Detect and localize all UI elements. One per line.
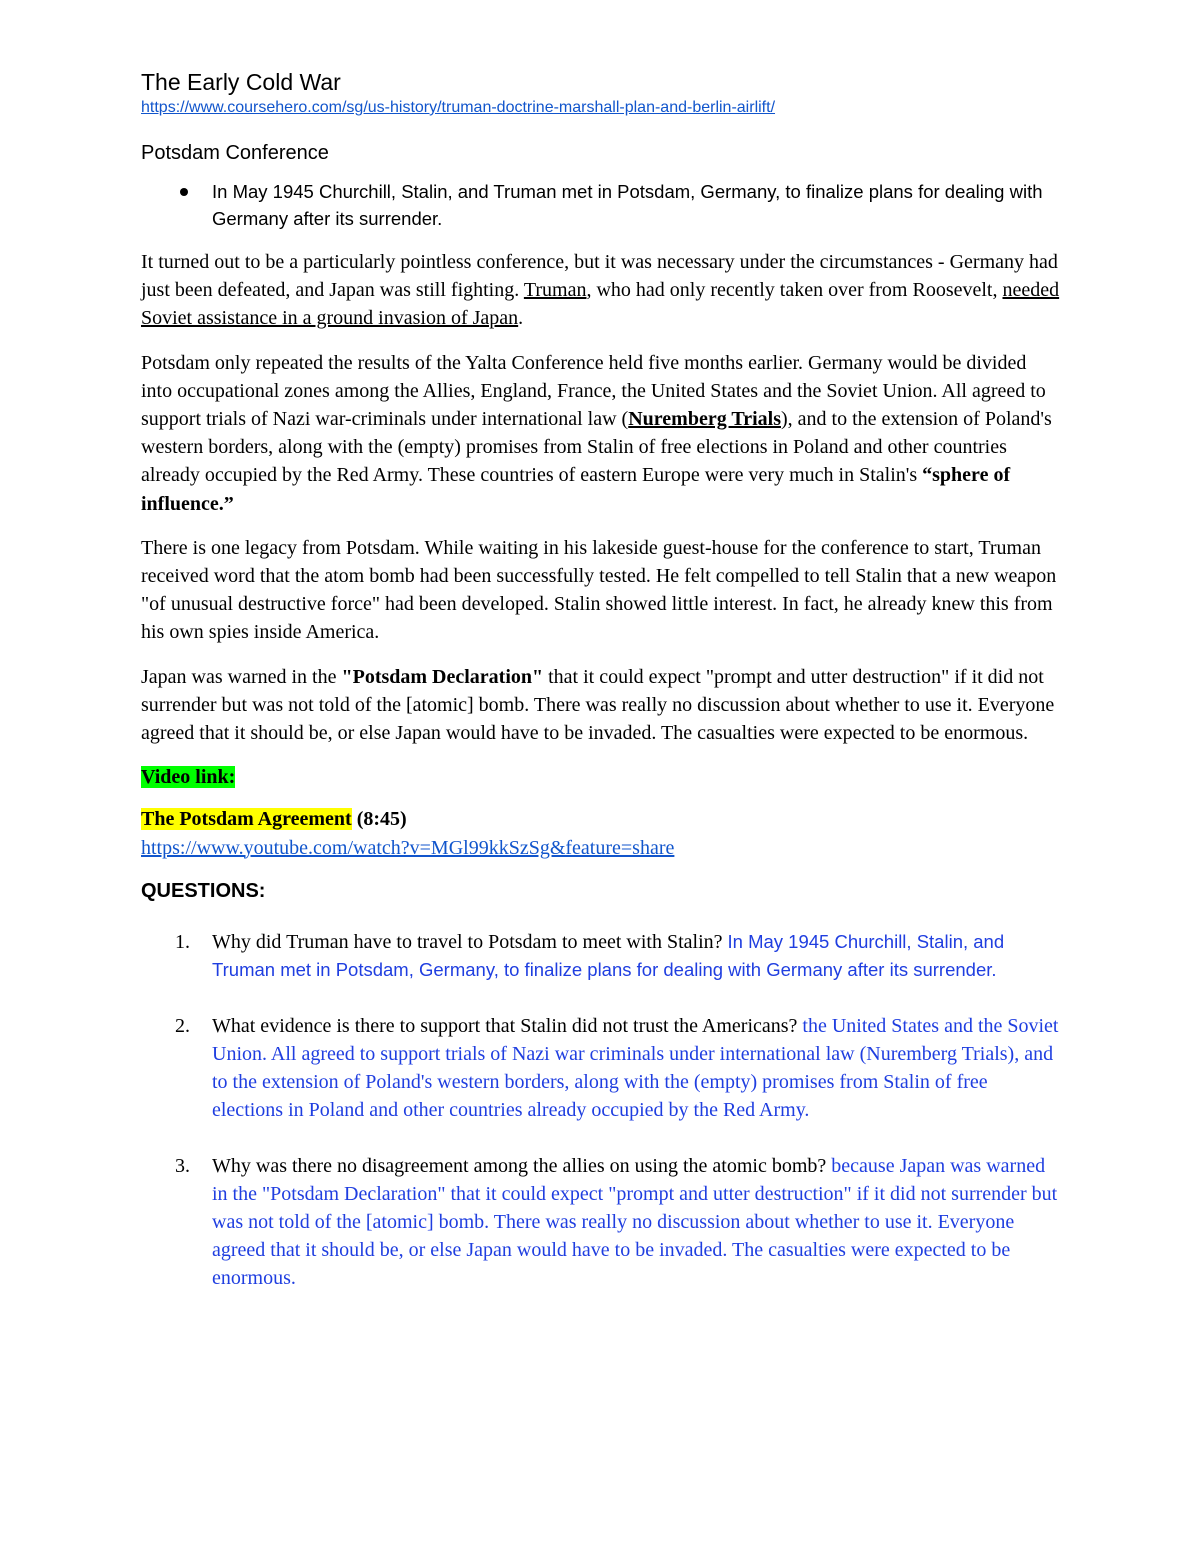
p4-text-b: that it could expect "prompt and utter destruction" if it did not surrender but was not told of the [atomic] bomb. There was really no discussion about whether to use it. Everyone agreed that it should be, or else Japan would have to be invaded. The casualties were expected to be enormous.	[141, 665, 1055, 745]
bullet-list	[141, 178, 1061, 232]
p1-truman: Truman	[523, 279, 587, 302]
p1-text-c: .	[518, 307, 524, 330]
p2-nuremberg-trials: Nuremberg Trials	[628, 408, 781, 431]
section-heading: Potsdam Conference	[141, 142, 329, 164]
question-item	[141, 1152, 1061, 1292]
questions-list	[141, 928, 1061, 1292]
document-page	[141, 68, 1061, 1320]
paragraph-2	[141, 349, 1061, 518]
source-link[interactable]: https://www.coursehero.com/sg/us-history/truman-doctrine-marshall-plan-and-berlin-airlift/	[141, 99, 776, 116]
answer-text: the United States and the Soviet Union. All agreed to support trials of Nazi war criminals under international law (Nuremberg Trials), and to the extension of Poland's western borders, along with the (empty) promises from Stalin of free elections in Poland and other countries already occupied by the Red Army.	[212, 1014, 1059, 1121]
video-duration: (8:45)	[351, 808, 407, 831]
p1-text-b: , who had only recently taken over from Roosevelt,	[586, 279, 1003, 302]
answer-text: because Japan was warned in the "Potsdam Declaration" that it could expect "prompt and utter destruction" if it did not surrender but was not told of the [atomic] bomb. There was really no discussion about whether to use it. Everyone agreed that it should be, or else Japan would have to be invaded. The casualties were expected to be enormous.	[212, 1154, 1058, 1289]
video-link[interactable]: https://www.youtube.com/watch?v=MGl99kkSzSg&feature=share	[141, 836, 675, 859]
bullet-text: In May 1945 Churchill, Stalin, and Truman met in Potsdam, Germany, to finalize plans for dealing with Germany after its surrender.	[212, 181, 1043, 229]
p4-text-a: Japan was warned in the	[141, 665, 342, 688]
answer-text: In May 1945 Churchill, Stalin, and Truman met in Potsdam, Germany, to finalize plans for dealing with Germany after its surrender.	[212, 930, 1005, 980]
question-text: Why was there no disagreement among the allies on using the atomic bomb?	[212, 1154, 832, 1177]
p4-potsdam-declaration: "Potsdam Declaration"	[341, 665, 544, 688]
paragraph-1	[141, 248, 1061, 333]
question-text: Why did Truman have to travel to Potsdam to meet with Stalin?	[212, 930, 728, 953]
bullet-item	[141, 178, 1061, 232]
bullet-dot-icon	[180, 188, 188, 196]
p2-sphere-of-influence: “sphere of influence.”	[141, 464, 1011, 515]
question-text: What evidence is there to support that Stalin did not trust the Americans?	[212, 1014, 803, 1037]
question-item	[141, 928, 1061, 984]
question-number: 3.	[175, 1154, 190, 1177]
paragraph-4	[141, 663, 1061, 748]
video-title: The Potsdam Agreement	[141, 808, 352, 831]
video-label-line	[141, 763, 1061, 791]
p2-text-b: ), and to the extension of Poland's western borders, along with the (empty) promises from Stalin of free elections in Poland and other countries already occupied by the Red Army. These countries of eastern Europe were very much in Stalin's	[141, 408, 1052, 487]
paragraph-3: There is one legacy from Potsdam. While waiting in his lakeside guest-house for the conference to start, Truman received word that the atom bomb had been successfully tested. He felt compelled to tell Stalin that a new weapon "of unusual destructive force" had been developed. Stalin showed little interest. In fact, he already knew this from his own spies inside America.	[141, 536, 1057, 644]
p2-text-a: Potsdam only repeated the results of the Yalta Conference held five months earlier. Germany would be divided into occupational zones among the Allies, England, France, the United States and the Soviet Union. All agreed to support trials of Nazi war-criminals under international law (	[141, 351, 1046, 431]
question-item	[141, 1012, 1061, 1124]
question-number: 2.	[175, 1014, 190, 1037]
video-label: Video link:	[141, 766, 236, 789]
p1-needed-assistance: needed Soviet assistance in a ground invasion of Japan	[141, 279, 1060, 330]
p1-text-a: It turned out to be a particularly pointless conference, but it was necessary under the circumstances - Germany had just been defeated, and Japan was still fighting.	[141, 251, 1058, 302]
questions-heading: QUESTIONS:	[141, 879, 266, 902]
question-number: 1.	[175, 930, 190, 953]
page-title: The Early Cold War	[141, 69, 341, 95]
video-block	[141, 805, 1061, 861]
